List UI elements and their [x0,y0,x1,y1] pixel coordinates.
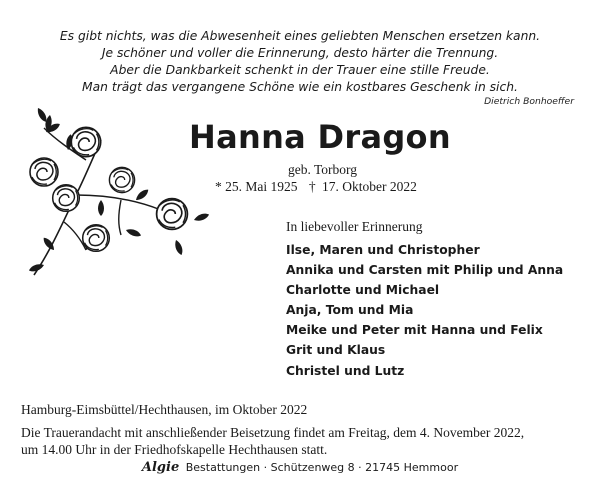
birth-name: geb. Torborg [288,162,358,177]
cross-icon: † [308,179,316,194]
deceased-name: Hanna Dragon [189,118,451,156]
mourner-entry: Grit und Klaus [286,343,386,358]
mourner-entry: Annika und Carsten mit Philip und Anna [286,263,564,278]
service-line: Die Trauerandacht mit anschließender Beisetzung findet am Freitag, dem 4. November 2022, [21,425,525,440]
life-dates [215,179,417,195]
place-date: Hamburg-Eimsbüttel/Hechthausen, im Oktober 2022 [21,402,308,417]
quote-line: Je schöner und voller die Erinnerung, desto härter die Trennung. [101,46,499,60]
quote-line: Man trägt das vergangene Schöne wie ein kostbares Geschenk in sich. [82,80,518,94]
service-info [21,424,591,458]
death-date: 17. Oktober 2022 [322,179,417,194]
quote [0,28,600,96]
mourner-entry: Meike und Peter mit Hanna und Felix [286,323,543,338]
mourner-entry: Anja, Tom und Mia [286,303,414,318]
quote-line: Aber die Dankbarkeit schenkt in der Trauer eine stille Freude. [110,63,490,77]
mourner-entry: Ilse, Maren und Christopher [286,243,480,257]
birth-date: * 25. Mai 1925 [215,179,298,194]
quote-line: Es gibt nichts, was die Abwesenheit eines geliebten Menschen ersetzen kann. [59,29,541,43]
quote-author: Dietrich Bonhoeffer [484,96,574,107]
mourner-entry: Christel und Lutz [286,363,405,378]
mourner-entry: Charlotte und Michael [286,283,440,298]
mourner-list [286,240,563,381]
memory-line: In liebevoller Erinnerung [286,219,423,234]
service-line: um 14.00 Uhr in der Friedhofskapelle Hechthausen statt. [21,442,328,457]
funeral-home-address: Bestattungen · Schützenweg 8 · 21745 Hemmoor [185,461,459,474]
funeral-home-footer [0,458,600,478]
funeral-home-logo: Algie [141,460,180,475]
